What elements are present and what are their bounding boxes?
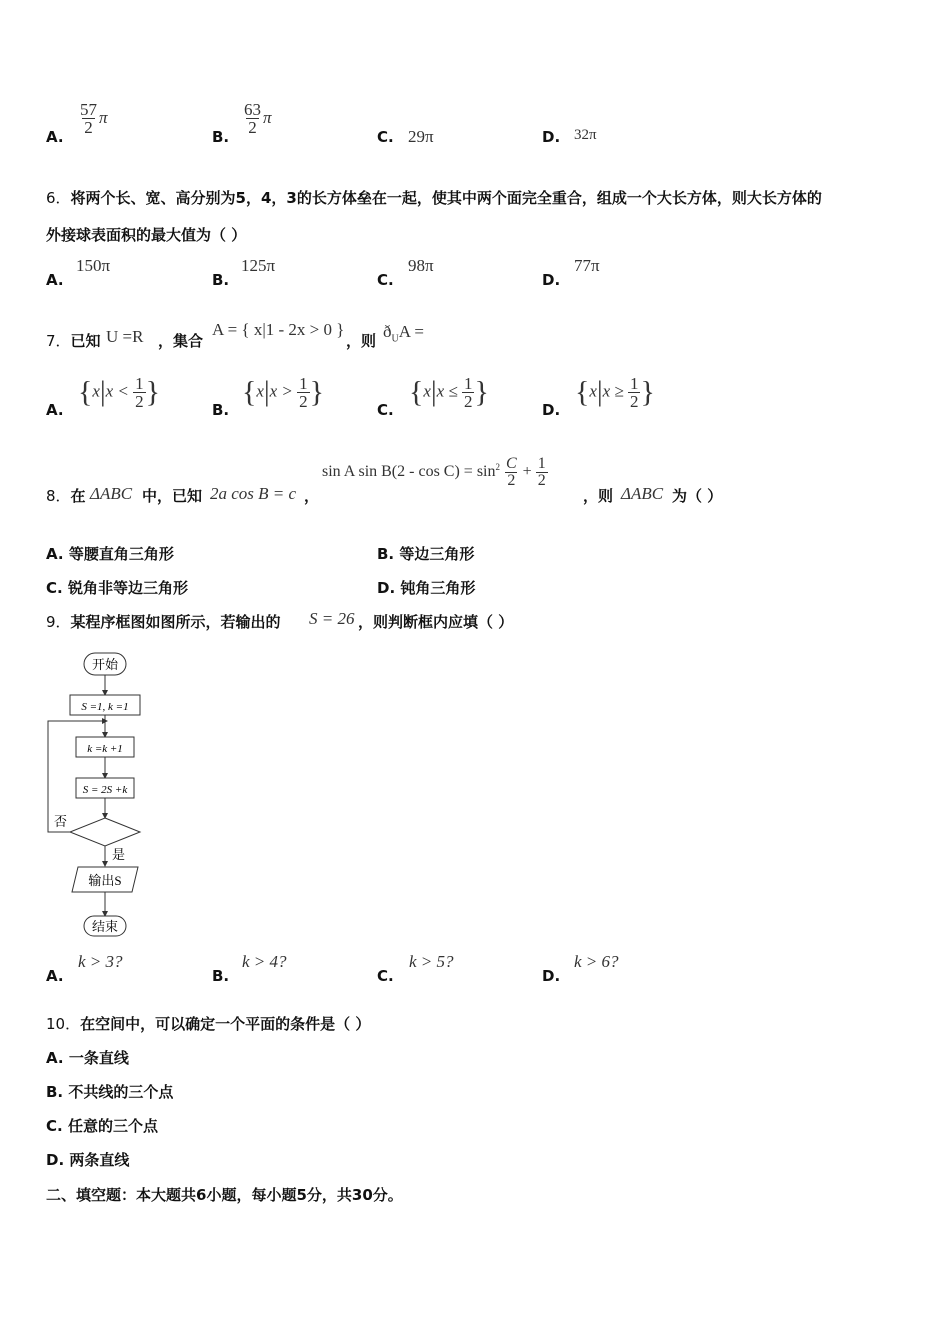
q7-set-a: A = { x|1 - 2x > 0 } xyxy=(212,320,345,339)
q9-option-a-value: k > 3? xyxy=(78,952,123,971)
q6-option-c-value: 98π xyxy=(408,256,434,275)
flow-step1-text: k =k +1 xyxy=(87,743,123,755)
flow-decision xyxy=(70,818,140,846)
q5-option-d-label: D. xyxy=(542,128,561,146)
q8-text-c: ，则 xyxy=(583,487,614,505)
q8-triangle-2: ΔABC xyxy=(621,484,664,503)
q6-option-d-value: 77π xyxy=(574,256,600,275)
q7-option-c-value: {x|x ≤ $\frac{1}{2}$ } xyxy=(409,374,489,411)
q8-eq1: 2a cos B = c xyxy=(210,484,297,503)
q7-text-b: ，集合 xyxy=(158,332,204,350)
q6-option-d-label: D. xyxy=(542,271,561,289)
q5-option-a-value: $\frac{57}{2}$ π xyxy=(80,100,108,137)
q10-option-c: C. 任意的三个点 xyxy=(46,1117,158,1135)
flow-yes-label: 是 xyxy=(112,847,126,862)
q9-option-c-value: k > 5? xyxy=(409,952,454,971)
q9-option-d-label: D. xyxy=(542,967,561,985)
q7-option-b-label: B. xyxy=(212,401,230,419)
q10-option-d: D. 两条直线 xyxy=(46,1151,130,1169)
q8-comma: ， xyxy=(304,487,320,505)
q9-option-b-label: B. xyxy=(212,967,230,985)
q5-option-c-value: 29π xyxy=(408,127,434,146)
q6-option-b-label: B. xyxy=(212,271,230,289)
q9-option-d-value: k > 6? xyxy=(574,952,619,971)
q7-text-c: ，则 xyxy=(346,332,377,350)
section-2-title: 二、填空题：本大题共6小题，每小题5分，共30分。 xyxy=(46,1186,403,1204)
q10-option-b: B. 不共线的三个点 xyxy=(46,1083,174,1101)
q5-option-c-label: C. xyxy=(377,128,394,146)
q7-option-c-label: C. xyxy=(377,401,394,419)
flow-start-text: 开始 xyxy=(91,657,119,672)
q8-triangle-1: ΔABC xyxy=(90,484,133,503)
q6-option-a-label: A. xyxy=(46,271,64,289)
flow-init-text: S =1, k =1 xyxy=(81,701,129,713)
q8-text-a: 8．在 xyxy=(46,487,86,505)
q9-text-b: ，则判断框内应填（ ） xyxy=(358,613,514,631)
q7-u-eq: U =R xyxy=(106,327,144,346)
q9-option-b-value: k > 4? xyxy=(242,952,287,971)
q8-option-b: B. 等边三角形 xyxy=(377,545,475,563)
flow-step2-text: S = 2S +k xyxy=(82,784,128,796)
q7-number: 7．已知 xyxy=(46,332,101,350)
q6-option-b-value: 125π xyxy=(241,256,276,275)
q7-complement: $ð_UA$ = xyxy=(383,322,424,345)
q9-s-eq: S = 26 xyxy=(309,609,355,628)
q6-option-a-value: 150π xyxy=(76,256,111,275)
q9-flowchart xyxy=(40,645,150,945)
q10-text: 10．在空间中，可以确定一个平面的条件是（ ） xyxy=(46,1015,371,1033)
q8-option-a: A. 等腰直角三角形 xyxy=(46,545,174,563)
q8-eq2: sin A $\sin B(2 - \cos C) = \sin^2$ $\frac{C}{2}$ + $\frac{1}{2}$ xyxy=(322,455,546,489)
q5-option-d-value: 32π xyxy=(574,127,597,143)
q7-option-a-value: {x|x < $\frac{1}{2}$ } xyxy=(78,374,160,411)
q8-text-b: 中，已知 xyxy=(142,487,203,505)
q8-text-d: 为（ ） xyxy=(672,487,723,505)
q7-option-d-label: D. xyxy=(542,401,561,419)
q7-option-b-value: {x|x > $\frac{1}{2}$ } xyxy=(242,374,324,411)
q10-option-a: A. 一条直线 xyxy=(46,1049,129,1067)
q9-option-a-label: A. xyxy=(46,967,64,985)
q6-option-c-label: C. xyxy=(377,271,394,289)
flow-no-label: 否 xyxy=(54,814,68,829)
flow-end-text: 结束 xyxy=(91,919,119,934)
q5-option-b-label: B. xyxy=(212,128,230,146)
q9-text-a: 9．某程序框图如图所示，若输出的 xyxy=(46,613,281,631)
q5-option-a-label: A. xyxy=(46,128,64,146)
q7-option-a-label: A. xyxy=(46,401,64,419)
q8-option-c: C. 锐角非等边三角形 xyxy=(46,579,188,597)
q7-option-d-value: {x|x ≥ $\frac{1}{2}$ } xyxy=(575,374,655,411)
flow-output-text: 输出S xyxy=(88,873,122,888)
q8-option-d: D. 钝角三角形 xyxy=(377,579,476,597)
q6-text-line2: 外接球表面积的最大值为（ ） xyxy=(46,226,247,244)
q6-text-line1: 6．将两个长、宽、高分别为5，4，3的长方体垒在一起，使其中两个面完全重合，组成一个大长方体，则大长方体的 xyxy=(46,189,822,207)
q5-option-b-value: $\frac{63}{2}$ π xyxy=(244,100,272,137)
q9-option-c-label: C. xyxy=(377,967,394,985)
